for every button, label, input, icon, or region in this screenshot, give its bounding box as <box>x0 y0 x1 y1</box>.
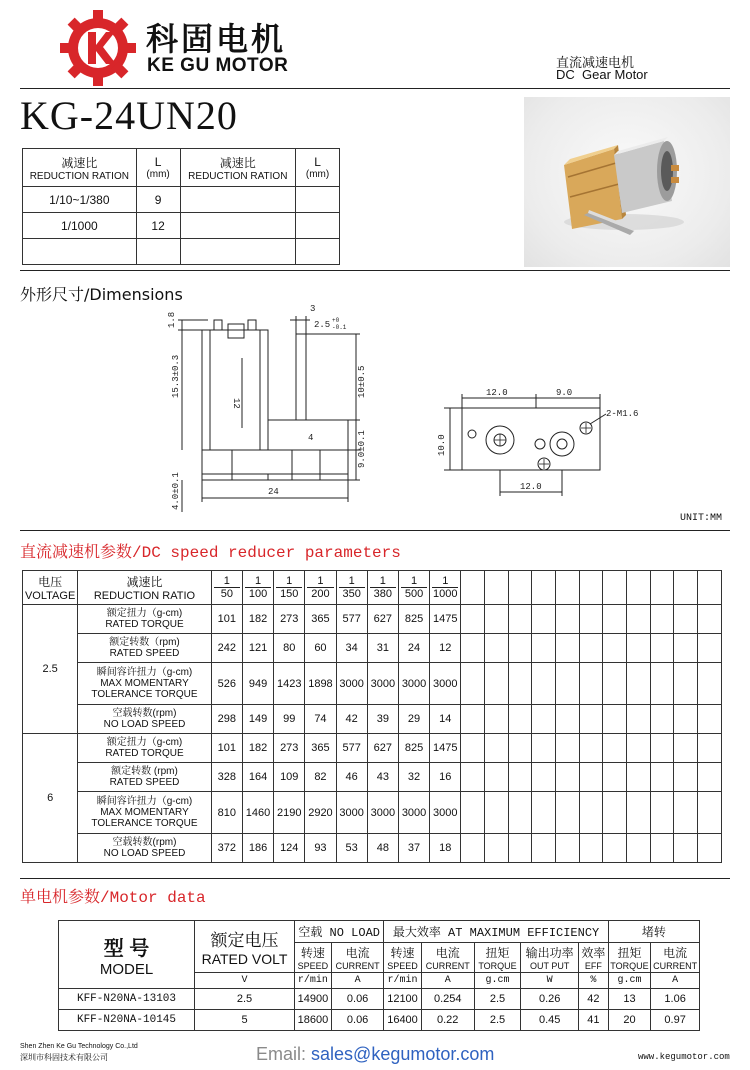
param-name-en2: TOLERANCE TORQUE <box>91 689 198 700</box>
param-name-en: RATED TORQUE <box>105 619 184 630</box>
brand-name-cn: 科固电机 <box>146 21 287 57</box>
ratio-header-en: REDUCTION RATIO <box>93 590 196 602</box>
param-value: 3000 <box>430 792 461 834</box>
param-value: 12 <box>430 634 461 663</box>
param-value: 182 <box>242 734 273 763</box>
param-value: 43 <box>367 763 398 792</box>
ratio-col: 1 380 <box>367 571 398 605</box>
param-value: 273 <box>274 605 305 634</box>
table-row <box>59 1010 700 1031</box>
param-value: 372 <box>211 834 242 863</box>
param-name-cn: 额定转数 (rpm) <box>111 766 178 777</box>
table-row <box>23 734 722 763</box>
param-value: 53 <box>336 834 367 863</box>
motor-sub-en: TORQUE <box>610 960 649 971</box>
param-value: 24 <box>398 634 429 663</box>
voltage-cell: 6 <box>23 734 78 863</box>
model-title: KG-24UN20 <box>20 93 238 138</box>
length-unit: (mm) <box>146 169 170 180</box>
table-row <box>23 663 722 705</box>
product-type-cn: 直流减速电机 <box>556 55 635 70</box>
ratio-header-cn: 减速比 <box>219 155 256 170</box>
motor-unit: A <box>331 973 384 989</box>
motor-value: 0.26 <box>521 989 579 1010</box>
table-row <box>23 605 722 634</box>
motor-sub-cn: 扭矩 <box>485 945 510 960</box>
motor-value: 2.5 <box>195 989 295 1010</box>
param-value: 1460 <box>242 792 273 834</box>
param-value: 18 <box>430 834 461 863</box>
table-row <box>23 705 722 734</box>
maxeff-header: 最大效率 AT MAXIMUM EFFICIENCY <box>384 921 608 943</box>
table-row: 1/1000 12 <box>23 213 340 239</box>
motor-value: 5 <box>195 1010 295 1031</box>
param-name-cn: 空载转数(rpm) <box>112 837 177 848</box>
param-value: 627 <box>367 605 398 634</box>
param-name-en: MAX MOMENTARY <box>100 678 189 689</box>
param-value: 37 <box>398 834 429 863</box>
param-value: 3000 <box>336 663 367 705</box>
motor-title: 单电机参数/Motor data <box>20 889 206 907</box>
section-divider <box>20 530 730 531</box>
company-name-cn: 深圳市科固技术有限公司 <box>20 1053 108 1062</box>
motor-sub-cn: 扭矩 <box>617 945 642 960</box>
param-name-en: NO LOAD SPEED <box>103 848 186 859</box>
motor-sub-cn: 电流 <box>435 945 460 960</box>
length-header: L <box>154 155 162 169</box>
motor-value: 0.22 <box>421 1010 474 1031</box>
param-value: 3000 <box>367 663 398 705</box>
dim-12-0-top: 12.0 <box>486 388 508 398</box>
motor-unit: V <box>195 973 295 989</box>
param-name-en: RATED TORQUE <box>105 748 184 759</box>
motor-value: 41 <box>579 1010 609 1031</box>
param-value: 34 <box>336 634 367 663</box>
param-name-cn: 额定扭力（g-cm) <box>106 608 183 619</box>
motor-sub-en: SPEED <box>387 960 418 971</box>
param-value: 48 <box>367 834 398 863</box>
param-value: 3000 <box>430 663 461 705</box>
motor-value: 18600 <box>295 1010 332 1031</box>
motor-sub-en: EFF <box>584 960 602 971</box>
email-block <box>256 1044 494 1065</box>
param-name-en: RATED SPEED <box>109 648 180 659</box>
ratio-col: 1 50 <box>211 571 242 605</box>
model-header-cn: 型 号 <box>103 937 150 960</box>
email-link[interactable]: sales@kegumotor.com <box>311 1044 495 1064</box>
website-link[interactable]: www.kegumotor.com <box>638 1052 730 1062</box>
param-value: 60 <box>305 634 336 663</box>
param-value: 16 <box>430 763 461 792</box>
param-name-cn: 空载转数(rpm) <box>112 708 177 719</box>
dim-10-0: 10.0 <box>437 434 447 456</box>
param-value: 949 <box>242 663 273 705</box>
motor-value: 1.06 <box>651 989 700 1010</box>
voltage-header-cn: 电压 <box>38 575 63 589</box>
motor-sub-cn: 电流 <box>345 945 370 960</box>
param-value: 2920 <box>305 792 336 834</box>
unit-label: UNIT:MM <box>680 513 723 524</box>
motor-unit: W <box>521 973 579 989</box>
motor-unit: A <box>651 973 700 989</box>
param-value: 186 <box>242 834 273 863</box>
ratio-header-cn: 减速比 <box>126 575 163 589</box>
ratio-col: 1 200 <box>305 571 336 605</box>
dim-15-3: 15.3±0.3 <box>171 354 181 398</box>
param-value: 810 <box>211 792 242 834</box>
param-value: 101 <box>211 605 242 634</box>
dim-3: 3 <box>310 304 316 314</box>
model-cell: KFF-N20NA-10145 <box>59 1010 195 1031</box>
motor-value: 2.5 <box>474 989 520 1010</box>
param-value: 3000 <box>336 792 367 834</box>
motor-value: 2.5 <box>474 1010 520 1031</box>
param-name-en2: TOLERANCE TORQUE <box>91 818 198 829</box>
param-value: 577 <box>336 734 367 763</box>
dim-m1-6: 2-M1.6 <box>606 409 639 419</box>
motor-sub-en: CURRENT <box>653 960 698 971</box>
gear-k-logo-icon <box>58 8 138 88</box>
param-value: 164 <box>242 763 273 792</box>
motor-value: 0.254 <box>421 989 474 1010</box>
motor-value: 42 <box>579 989 609 1010</box>
motor-sub-cn: 转速 <box>300 945 325 960</box>
param-value: 273 <box>274 734 305 763</box>
table-row: 1/10~1/380 9 <box>23 187 340 213</box>
param-value: 365 <box>305 734 336 763</box>
params-table <box>22 570 722 863</box>
motor-sub-cn: 电流 <box>663 945 688 960</box>
brand-name-en: KE GU MOTOR <box>147 55 289 76</box>
params-title: 直流减速机参数/DC speed reducer parameters <box>20 544 401 562</box>
ratio-header-cn: 减速比 <box>61 155 98 170</box>
model-cell: KFF-N20NA-13103 <box>59 989 195 1010</box>
param-value: 1475 <box>430 605 461 634</box>
param-value: 627 <box>367 734 398 763</box>
param-value: 577 <box>336 605 367 634</box>
param-value: 182 <box>242 605 273 634</box>
length-unit: (mm) <box>305 169 330 180</box>
section-divider <box>20 270 730 271</box>
dim-4-0: 4.0±0.1 <box>171 472 181 510</box>
param-value: 1475 <box>430 734 461 763</box>
motor-value: 14900 <box>295 989 332 1010</box>
motor-unit: % <box>579 973 609 989</box>
param-value: 3000 <box>367 792 398 834</box>
motor-value: 13 <box>608 989 651 1010</box>
motor-unit: g.cm <box>608 973 651 989</box>
gear-motor-photo-icon <box>524 97 730 267</box>
param-value: 82 <box>305 763 336 792</box>
ratio-col: 1 1000 <box>430 571 461 605</box>
param-name-en: MAX MOMENTARY <box>100 807 189 818</box>
param-value: 242 <box>211 634 242 663</box>
param-value: 109 <box>274 763 305 792</box>
volt-header-cn: 额定电压 <box>210 931 279 950</box>
motor-sub-en: CURRENT <box>425 960 470 971</box>
param-value: 3000 <box>398 663 429 705</box>
motor-value: 0.97 <box>651 1010 700 1031</box>
motor-sub-en: CURRENT <box>335 960 380 971</box>
param-value: 328 <box>211 763 242 792</box>
param-value: 825 <box>398 734 429 763</box>
dimension-drawing <box>160 298 639 520</box>
param-value: 1898 <box>305 663 336 705</box>
product-type-en: DC Gear Motor <box>556 67 648 82</box>
param-value: 32 <box>398 763 429 792</box>
param-value: 74 <box>305 705 336 734</box>
param-value: 46 <box>336 763 367 792</box>
param-value: 101 <box>211 734 242 763</box>
param-value: 99 <box>274 705 305 734</box>
param-value: 149 <box>242 705 273 734</box>
param-name-cn: 瞬间容许扭力（g-cm) <box>96 667 193 678</box>
table-row <box>23 634 722 663</box>
motor-sub-en: OUT PUT <box>530 960 570 971</box>
dim-4: 4 <box>308 433 314 443</box>
table-row <box>23 239 340 265</box>
length-header: L <box>314 155 321 169</box>
motor-sub-en: TORQUE <box>478 960 517 971</box>
dim-1-8: 1.8 <box>167 311 177 328</box>
ratio-col: 1 500 <box>398 571 429 605</box>
param-value: 80 <box>274 634 305 663</box>
ratio-table <box>22 148 340 265</box>
stall-header: 堵转 <box>608 921 699 943</box>
param-value: 2190 <box>274 792 305 834</box>
section-divider <box>20 878 730 879</box>
dim-9-0: 9.0±0.1 <box>357 430 367 468</box>
motor-unit: r/min <box>295 973 332 989</box>
motor-value: 0.06 <box>331 989 384 1010</box>
dim-12: 12 <box>231 398 241 409</box>
dim-tol-minus: -0.1 <box>332 324 347 331</box>
company-name-en: Shen Zhen Ke Gu Technology Co.,Ltd <box>20 1043 138 1050</box>
param-value: 29 <box>398 705 429 734</box>
param-value: 124 <box>274 834 305 863</box>
param-value: 526 <box>211 663 242 705</box>
dim-2-5: 2.5 <box>314 320 331 330</box>
dim-tol-plus: +0 <box>332 317 340 324</box>
motor-table <box>58 920 700 1031</box>
dim-12-0-bottom: 12.0 <box>520 482 542 492</box>
table-row <box>23 792 722 834</box>
header-divider <box>20 88 730 89</box>
product-photo <box>524 97 730 267</box>
motor-unit: A <box>421 973 474 989</box>
param-name-en: RATED SPEED <box>109 777 180 788</box>
brand-logo <box>58 8 138 88</box>
motor-value: 0.45 <box>521 1010 579 1031</box>
motor-sub-cn: 输出功率 <box>525 945 574 960</box>
param-name-en: NO LOAD SPEED <box>103 719 186 730</box>
motor-value: 12100 <box>384 989 421 1010</box>
motor-unit: r/min <box>384 973 421 989</box>
noload-header: 空载 NO LOAD <box>295 921 384 943</box>
model-header-en: MODEL <box>99 960 154 978</box>
motor-value: 20 <box>608 1010 651 1031</box>
param-value: 365 <box>305 605 336 634</box>
param-name-cn: 瞬间容许扭力（g-cm) <box>96 796 193 807</box>
dim-9-0-top: 9.0 <box>556 388 573 398</box>
ratio-col: 1 100 <box>242 571 273 605</box>
table-row <box>59 989 700 1010</box>
ratio-header-en: REDUCTION RATION <box>29 170 129 182</box>
dimensions-title: 外形尺寸/Dimensions <box>20 285 183 304</box>
motor-sub-en: SPEED <box>297 960 329 971</box>
email-label: Email: <box>256 1044 307 1064</box>
param-value: 298 <box>211 705 242 734</box>
ratio-header-en: REDUCTION RATION <box>188 170 288 182</box>
param-name-cn: 额定扭力（g-cm) <box>106 737 183 748</box>
motor-value: 16400 <box>384 1010 421 1031</box>
param-name-cn: 额定转数（rpm) <box>109 637 180 648</box>
table-row <box>23 834 722 863</box>
param-value: 31 <box>367 634 398 663</box>
table-row <box>23 763 722 792</box>
motor-value: 0.06 <box>331 1010 384 1031</box>
dim-24: 24 <box>268 487 279 497</box>
volt-header-en: RATED VOLT <box>201 951 288 967</box>
param-value: 42 <box>336 705 367 734</box>
motor-unit: g.cm <box>474 973 520 989</box>
param-value: 93 <box>305 834 336 863</box>
param-value: 121 <box>242 634 273 663</box>
voltage-header-en: VOLTAGE <box>24 590 76 602</box>
dim-10: 10±0.5 <box>357 365 367 398</box>
motor-sub-cn: 转速 <box>390 945 415 960</box>
param-value: 39 <box>367 705 398 734</box>
param-value: 1423 <box>274 663 305 705</box>
param-value: 14 <box>430 705 461 734</box>
param-value: 3000 <box>398 792 429 834</box>
ratio-col: 1 350 <box>336 571 367 605</box>
param-value: 825 <box>398 605 429 634</box>
ratio-col: 1 150 <box>274 571 305 605</box>
motor-sub-cn: 效率 <box>581 945 606 960</box>
voltage-cell: 2.5 <box>23 605 78 734</box>
